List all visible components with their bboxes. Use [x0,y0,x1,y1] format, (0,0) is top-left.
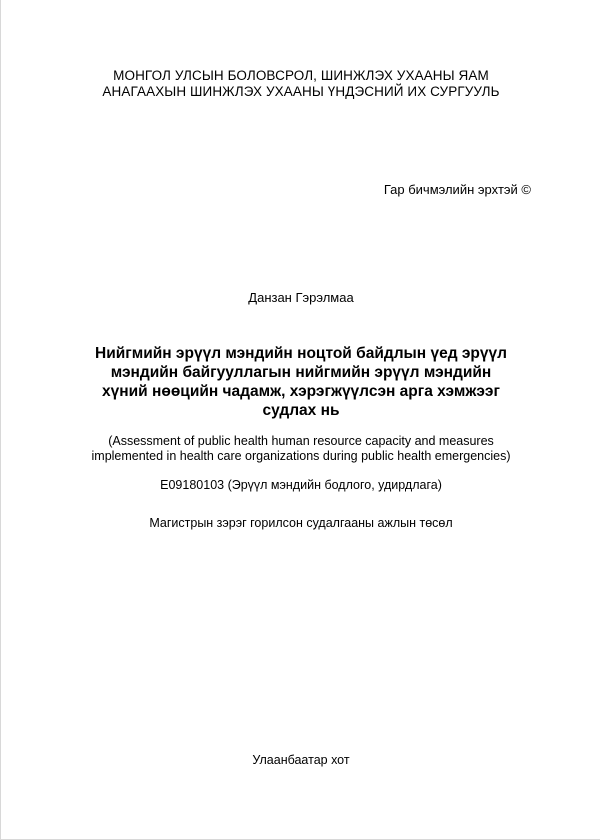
city-name: Улаанбаатар хот [252,753,350,767]
author-name: Данзан Гэрэлмаа [248,290,354,305]
title-line-4: судлах нь [262,402,340,419]
thesis-type: Магистрын зэрэг горилсон судалгааны ажлын төсөл [149,516,453,530]
title-line-1: Нийгмийн эрүүл мэндийн ноцтой байдлын үед эрүүл [95,345,507,362]
title-line-3: хүний нөөцийн чадамж, хэрэгжүүлсэн арга хэмжээг [102,383,500,400]
english-title [71,434,531,464]
english-title-line-1: (Assessment of public health human resource capacity and measures [108,434,494,448]
thesis-title [81,344,521,420]
title-line-2: мэндийн байгууллагын нийгмийн эрүүл мэндийн [110,364,492,381]
copyright-note: Гар бичмэлийн эрхтэй © [383,182,531,197]
university-name: АНАГААХЫН ШИНЖЛЭХ УХААНЫ ҮНДЭСНИЙ ИХ СУРГУУЛЬ [102,84,500,99]
institution-header [1,68,600,100]
specialty-code: E09180103 (Эрүүл мэндийн бодлого, удирдлага) [160,478,442,492]
english-title-line-2: implemented in health care organizations during public health emergencies) [91,449,511,463]
ministry-name: МОНГОЛ УЛСЫН БОЛОВСРОЛ, ШИНЖЛЭХ УХААНЫ ЯАМ [113,68,489,83]
